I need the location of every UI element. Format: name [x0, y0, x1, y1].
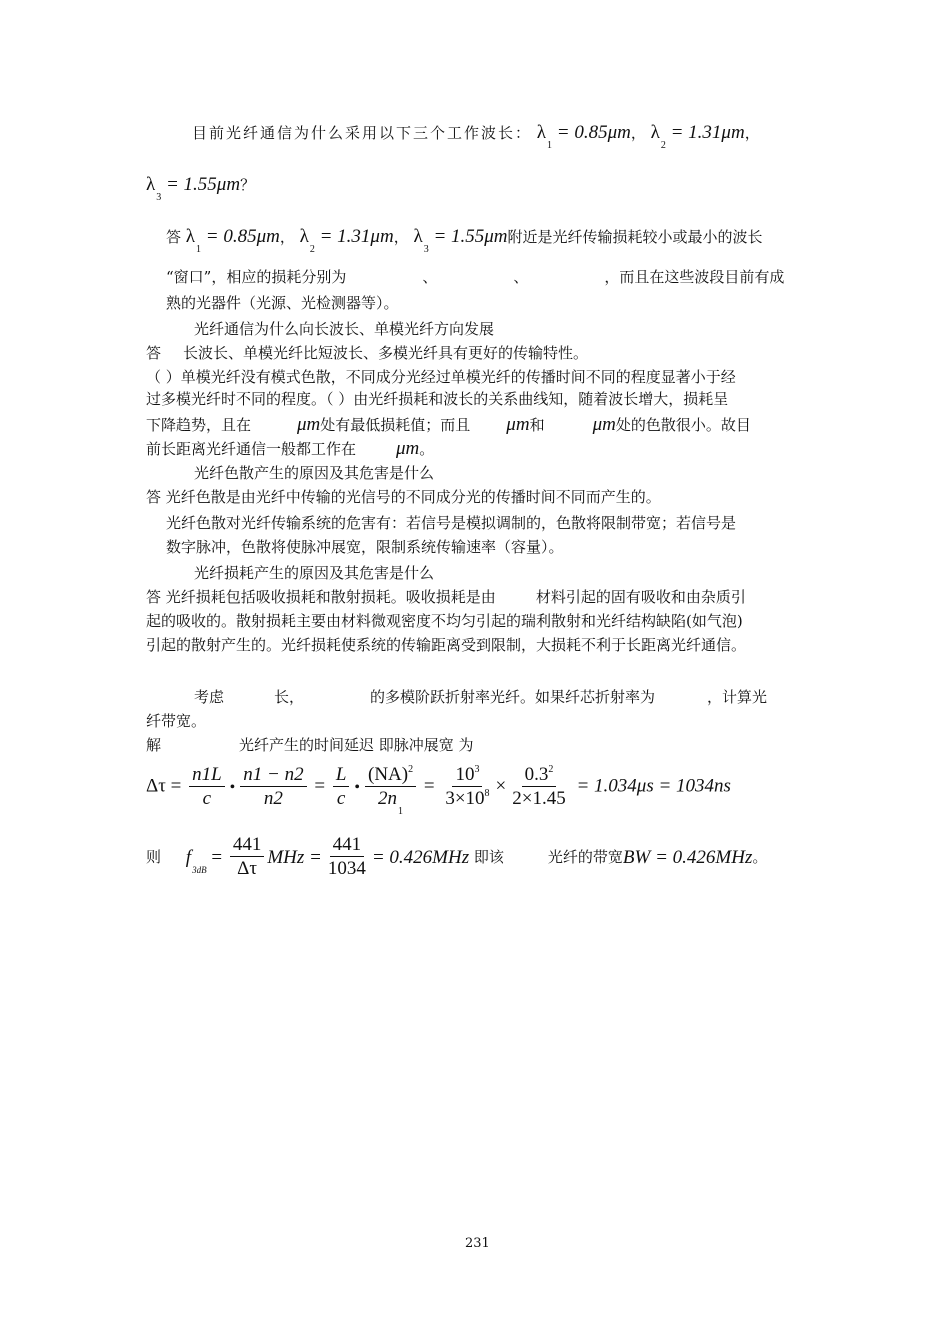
answer-label: 答 [166, 228, 182, 246]
lambda-2: $\lambda_2 = 1.31\mu m$ [650, 122, 745, 151]
question-1-text: 目前光纤通信为什么采用以下三个工作波长： [192, 124, 533, 142]
answer-2-line: 答 长波长、单模光纤比短波长、多模光纤具有更好的传输特性。 [146, 344, 589, 362]
delay-equation: Δτ = $\frac{n1L}{c}$ • $\frac{n1 - n2}{n2}$ = $\frac{L}{c}$ • $\frac{(NA)^2}{2n_1}$ = $\frac{10^3}{3\times 10^8}$ × $\frac{0.3^2}{2\times 1.45}$ = 1.034μs = 1034ns [146, 764, 731, 817]
fraction-5: $\frac{10^3}{3\times 10^8}$ [445, 764, 490, 809]
lambda-3: $\lambda_3 = 1.55\mu m$ [146, 174, 241, 203]
fraction-6: $\frac{0.3^2}{2\times 1.45}$ [512, 764, 566, 809]
question-1-line: 目前光纤通信为什么采用以下三个工作波长： $\lambda_1 = 0.85\mu m$， $\lambda_2 = 1.31\mu m$， [192, 122, 760, 151]
lambda-1: $\lambda_1 = 0.85\mu m$ [536, 122, 631, 151]
answer-2-line-2: 过多模光纤时不同的程度。（ ）由光纤损耗和波长的关系曲线知，随着波长增大，损耗呈 [146, 390, 729, 408]
answer-1-line-3: 熟的光器件（光源、光检测器等）。 [166, 294, 399, 312]
solution-line: 解 光纤产生的时间延迟 即脉冲展宽 为 [146, 736, 474, 754]
fraction-4: $\frac{(NA)^2}{2n_1}$ [365, 764, 416, 811]
answer-4-line-3: 引起的散射产生的。光纤损耗使系统的传输距离受到限制，大损耗不利于长距离光纤通信。 [146, 636, 747, 654]
answer-3-line-3: 数字脉冲，色散将使脉冲展宽，限制系统传输速率（容量）。 [166, 538, 564, 556]
bandwidth-equation: 则 $f_{3dB}$ = $\frac{441}{\Delta\tau}$ MHz = $\frac{441}{1034}$ = 0.426MHz 即该 光纤的带宽BW = 0.426MHz。 [146, 834, 768, 879]
question-5-line-1: 考虑 长， 的多模阶跃折射率光纤。如果纤芯折射率为 ，计算光 [194, 688, 768, 706]
question-4-text: 光纤损耗产生的原因及其危害是什么 [194, 564, 435, 582]
answer-4-line-1: 答 光纤损耗包括吸收损耗和散射损耗。吸收损耗是由 材料引起的固有吸收和由杂质引 [146, 588, 746, 606]
answer-1-line-1: 答 $\lambda_1 = 0.85\mu m$， $\lambda_2 = 1.31\mu m$， $\lambda_3 = 1.55\mu m$附近是光纤传输损耗较小或最小的波长 [166, 226, 763, 255]
answer-2-line-4: 前长距离光纤通信一般都工作在 μm。 [146, 438, 435, 459]
fraction-2: $\frac{n1 - n2}{n2}$ [240, 764, 306, 811]
page-number: 231 [465, 1236, 490, 1251]
answer-2-line-3: 下降趋势，且在 μm处有最低损耗值；而且 μm和 μm处的色散很小。故目 [146, 414, 751, 435]
fraction-1: $\frac{n1L}{c}$ [189, 764, 225, 811]
answer-1-line-2: “窗口”，相应的损耗分别为 、 、 ，而且在这些波段目前有成 [166, 268, 785, 286]
fraction-3: $\frac{L}{c}$ [333, 764, 350, 811]
answer-2-line-1: （ ）单模光纤没有模式色散，不同成分光经过单模光纤的传播时间不同的程度显著小于经 [146, 368, 736, 386]
fraction-bw-1: $\frac{441}{\Delta\tau}$ [230, 834, 265, 881]
answer-3-line-1: 答 光纤色散是由光纤中传输的光信号的不同成分光的传播时间不同而产生的。 [146, 488, 661, 506]
question-3-text: 光纤色散产生的原因及其危害是什么 [194, 464, 435, 482]
question-5-line-2: 纤带宽。 [146, 712, 207, 730]
answer-4-line-2: 起的吸收的。散射损耗主要由材料微观密度不均匀引起的瑞利散射和光纤结构缺陷(如气泡) [146, 612, 743, 630]
question-2-text: 光纤通信为什么向长波长、单模光纤方向发展 [194, 320, 495, 338]
fraction-bw-2: $\frac{441}{1034}$ [327, 834, 366, 879]
answer-3-line-2: 光纤色散对光纤传输系统的危害有：若信号是模拟调制的，色散将限制带宽；若信号是 [166, 514, 737, 532]
question-1-line-2: $\lambda_3 = 1.55\mu m$？ [146, 174, 256, 203]
